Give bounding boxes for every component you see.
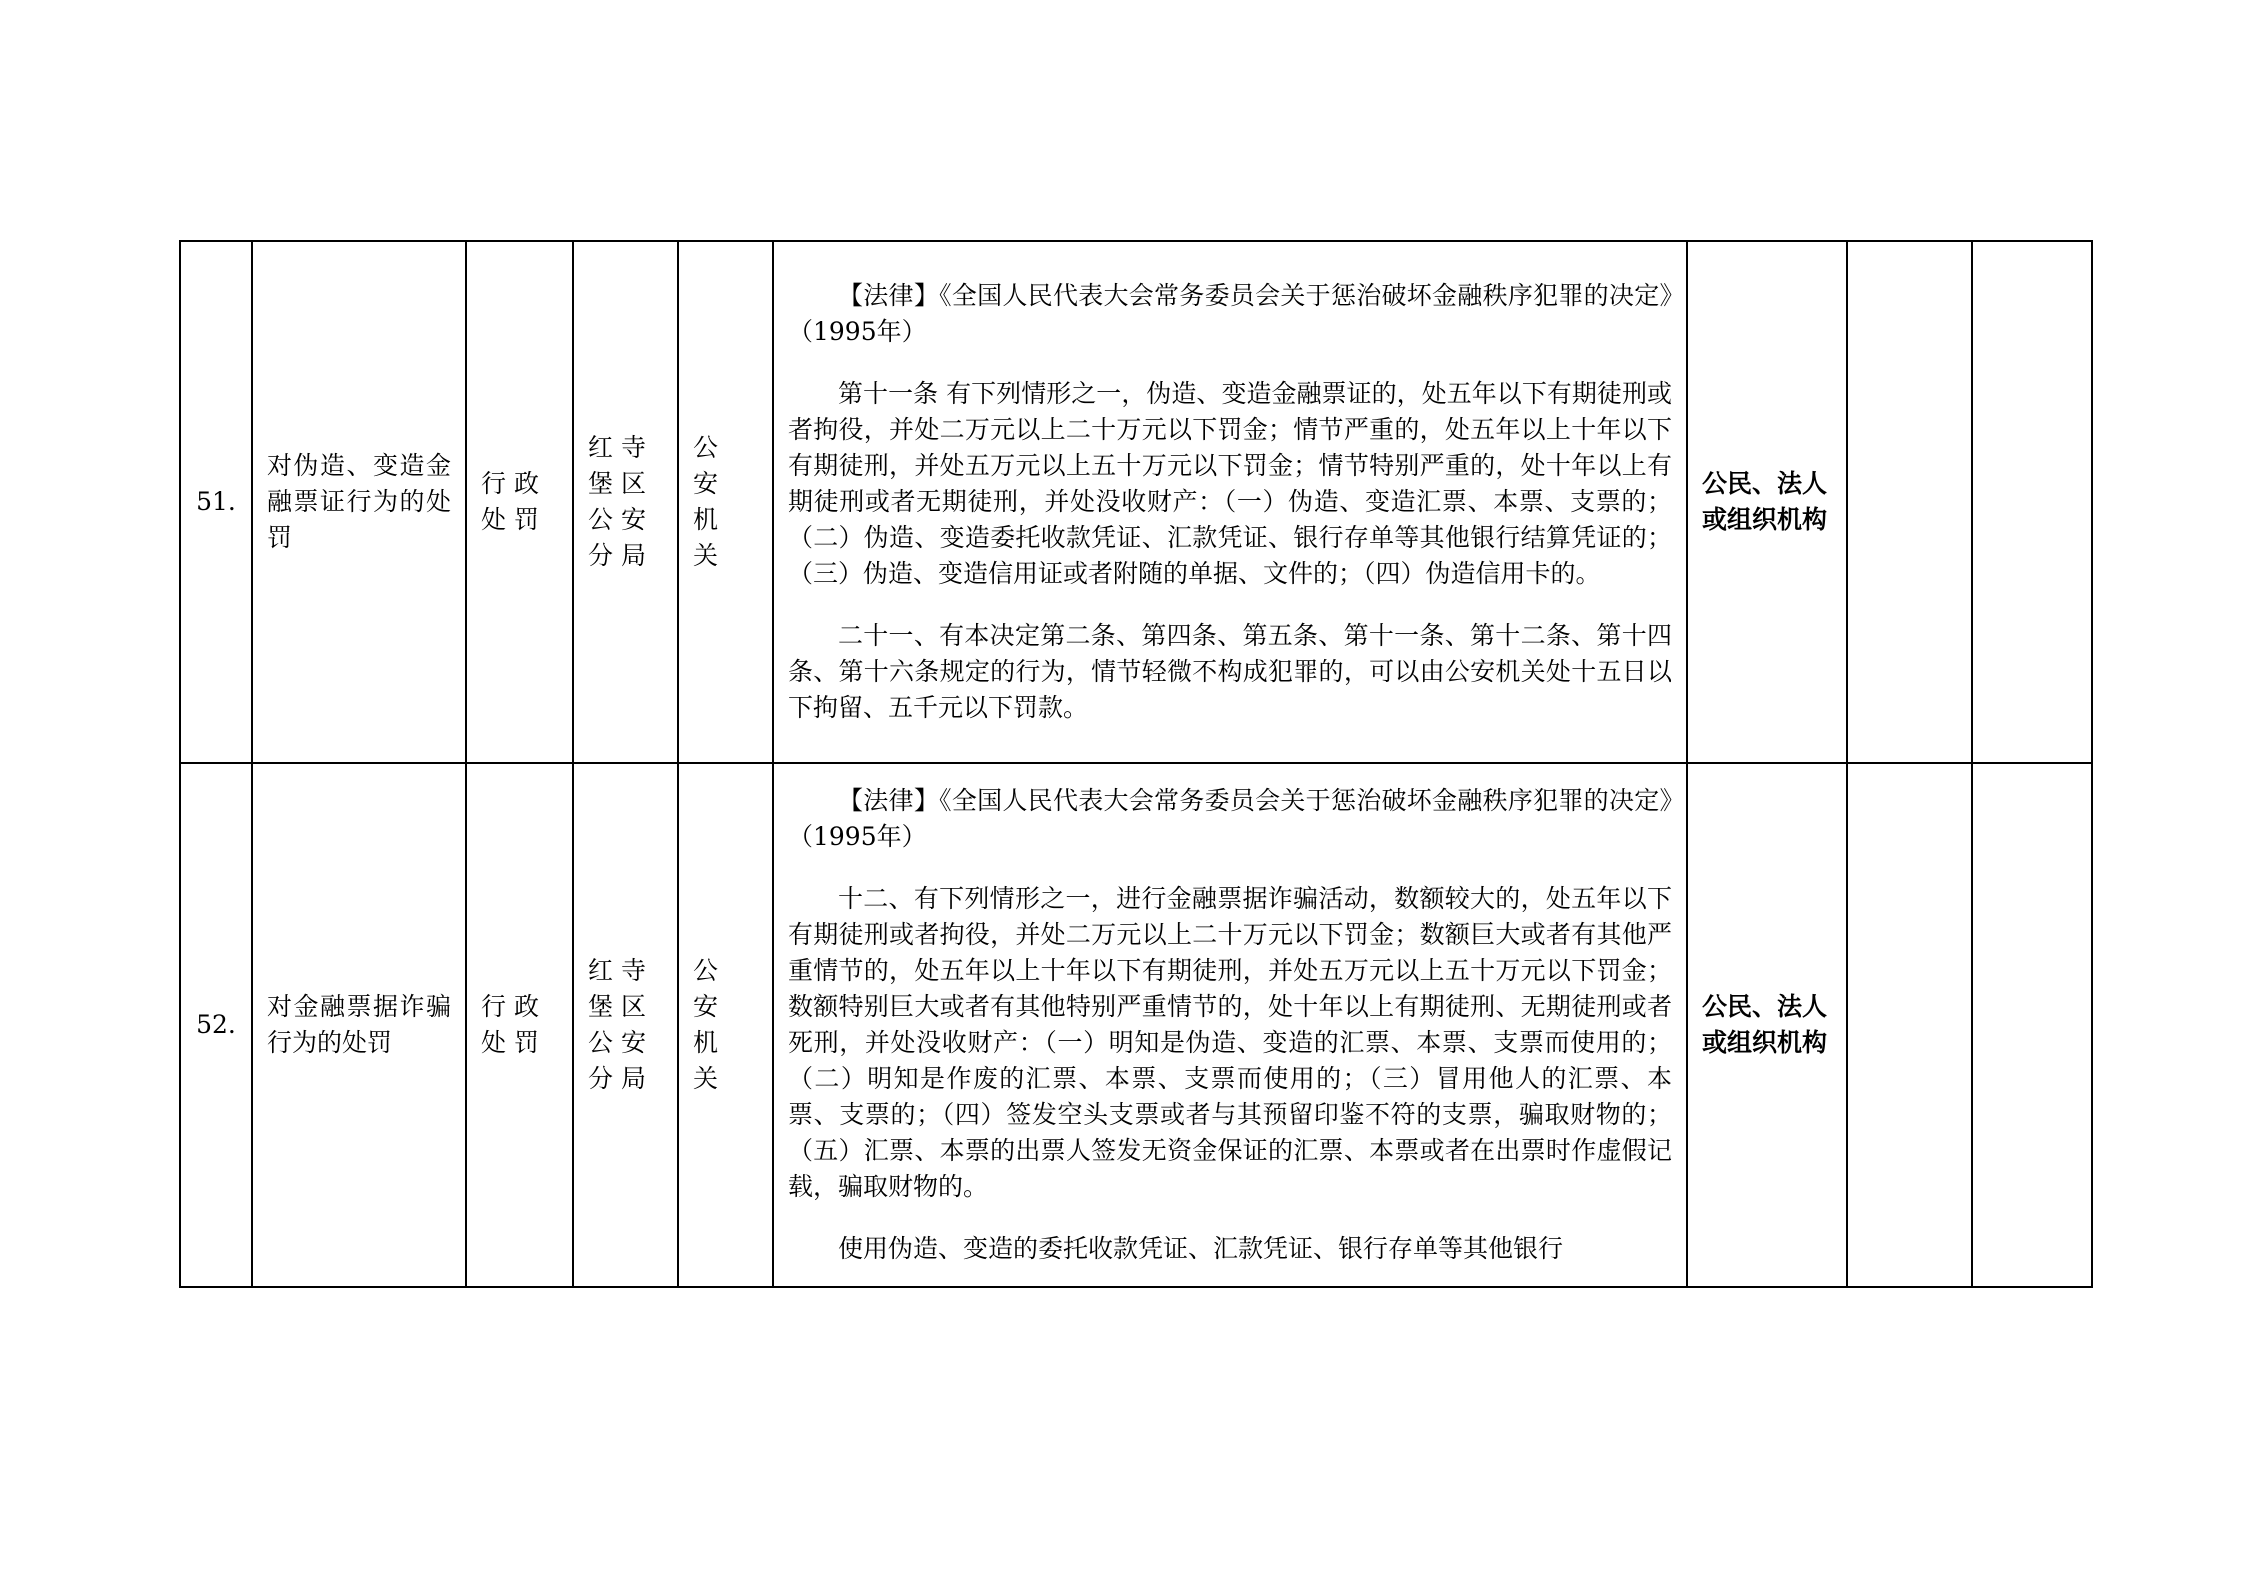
department: 公安机关: [678, 241, 773, 763]
target-subject: 公民、法人或组织机构: [1687, 241, 1847, 763]
target-subject: 公民、法人或组织机构: [1687, 763, 1847, 1287]
legal-basis: [773, 241, 1687, 763]
basis-paragraph: 【法律】《全国人民代表大会常务委员会关于惩治破坏金融秩序犯罪的决定》（1995年）: [788, 786, 1672, 851]
basis-paragraph: 第十一条 有下列情形之一，伪造、变造金融票证的，处五年以下有期徒刑或者拘役，并处二万元以上二十万元以下罚金；情节严重的，处五年以上十年以下有期徒刑，并处五万元以上五十万元以下罚金；情节特别严重的，处十年以上有期徒刑或者无期徒刑，并处没收财产：（一）伪造、变造汇票、本票、支票的；（二）伪造、变造委托收款凭证、汇款凭证、银行存单等其他银行结算凭证的；（三）伪造、变造信用证或者附随的单据、文件的；（四）伪造信用卡的。: [788, 379, 1672, 588]
empty-cell: [1972, 241, 2092, 763]
item-category: 行政处罚: [466, 763, 573, 1287]
basis-paragraph: 使用伪造、变造的委托收款凭证、汇款凭证、银行存单等其他银行: [838, 1234, 1564, 1263]
implementing-body: 红寺堡区公安分局: [573, 241, 678, 763]
empty-cell: [1847, 763, 1972, 1287]
empty-cell: [1972, 763, 2092, 1287]
table-row: [180, 241, 2092, 763]
item-category: 行政处罚: [466, 241, 573, 763]
basis-paragraph: 十二、有下列情形之一，进行金融票据诈骗活动，数额较大的，处五年以下有期徒刑或者拘役，并处二万元以上二十万元以下罚金；数额巨大或者有其他严重情节的，处五年以上十年以下有期徒刑，并处五万元以上五十万元以下罚金；数额特别巨大或者有其他特别严重情节的，处十年以上有期徒刑、无期徒刑或者死刑，并处没收财产：（一）明知是伪造、变造的汇票、本票、支票而使用的；（二）明知是作废的汇票、本票、支票而使用的；（三）冒用他人的汇票、本票、支票的；（四）签发空头支票或者与其预留印鉴不符的支票，骗取财物的；（五）汇票、本票的出票人签发无资金保证的汇票、本票或者在出票时作虚假记载，骗取财物的。: [788, 884, 1672, 1201]
basis-paragraph: 【法律】《全国人民代表大会常务委员会关于惩治破坏金融秩序犯罪的决定》（1995年）: [788, 281, 1672, 346]
power-list-table: [179, 240, 2093, 1288]
basis-paragraph: 二十一、有本决定第二条、第四条、第五条、第十一条、第十二条、第十四条、第十六条规定的行为，情节轻微不构成犯罪的，可以由公安机关处十五日以下拘留、五千元以下罚款。: [788, 621, 1672, 722]
item-number: 51.: [180, 241, 252, 763]
item-name: 对伪造、变造金融票证行为的处罚: [252, 241, 466, 763]
department: 公安机关: [678, 763, 773, 1287]
empty-cell: [1847, 241, 1972, 763]
item-number: 52.: [180, 763, 252, 1287]
item-name: 对金融票据诈骗行为的处罚: [252, 763, 466, 1287]
legal-basis: [773, 763, 1687, 1287]
implementing-body: 红寺堡区公安分局: [573, 763, 678, 1287]
table-row: [180, 763, 2092, 1287]
